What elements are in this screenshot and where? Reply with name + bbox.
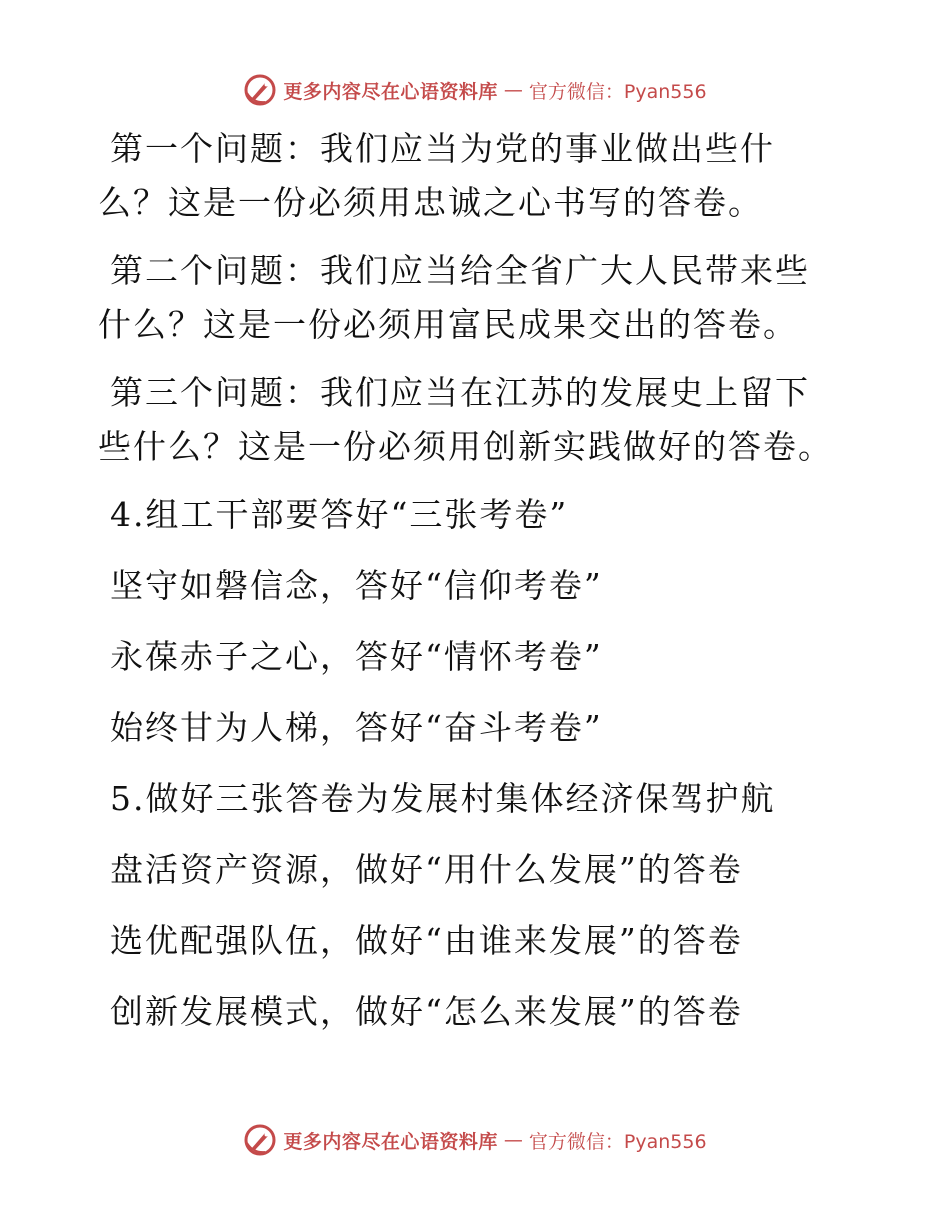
paragraph-3: 第三个问题：我们应当在江苏的发展史上留下些什么？这是一份必须用创新实践做好的答卷。 bbox=[98, 373, 833, 466]
section-heading-4: 4.组工干部要答好“三张考卷” bbox=[110, 495, 569, 534]
list-item: 创新发展模式，做好“怎么来发展”的答卷 bbox=[110, 992, 743, 1031]
pen-circle-logo-icon bbox=[243, 1123, 277, 1157]
site-name: 更多内容尽在心语资料库 bbox=[283, 1130, 498, 1153]
header-banner-content bbox=[243, 73, 706, 107]
footer-banner-content bbox=[243, 1123, 706, 1157]
pen-circle-logo-icon bbox=[243, 73, 277, 107]
footer-banner bbox=[0, 1118, 950, 1162]
document-body bbox=[98, 122, 838, 1056]
site-name: 更多内容尽在心语资料库 bbox=[283, 80, 498, 103]
list-item: 坚守如磐信念，答好“信仰考卷” bbox=[110, 566, 603, 605]
paragraph-1: 第一个问题：我们应当为党的事业做出些什么？这是一份必须用忠诚之心书写的答卷。 bbox=[98, 129, 775, 222]
list-item: 始终甘为人梯，答好“奋斗考卷” bbox=[110, 708, 603, 747]
wechat-id: 官方微信：Pyan556 bbox=[528, 80, 707, 103]
header-banner bbox=[0, 68, 950, 112]
banner-separator: — bbox=[503, 79, 523, 101]
list-item: 盘活资产资源，做好“用什么发展”的答卷 bbox=[110, 850, 743, 889]
section-heading-5: 5.做好三张答卷为发展村集体经济保驾护航 bbox=[110, 779, 776, 818]
list-item: 永葆赤子之心，答好“情怀考卷” bbox=[110, 637, 603, 676]
wechat-id: 官方微信：Pyan556 bbox=[528, 1130, 707, 1153]
list-item: 选优配强队伍，做好“由谁来发展”的答卷 bbox=[110, 921, 743, 960]
paragraph-2: 第二个问题：我们应当给全省广大人民带来些什么？这是一份必须用富民成果交出的答卷。 bbox=[98, 251, 810, 344]
banner-separator: — bbox=[503, 1129, 523, 1151]
